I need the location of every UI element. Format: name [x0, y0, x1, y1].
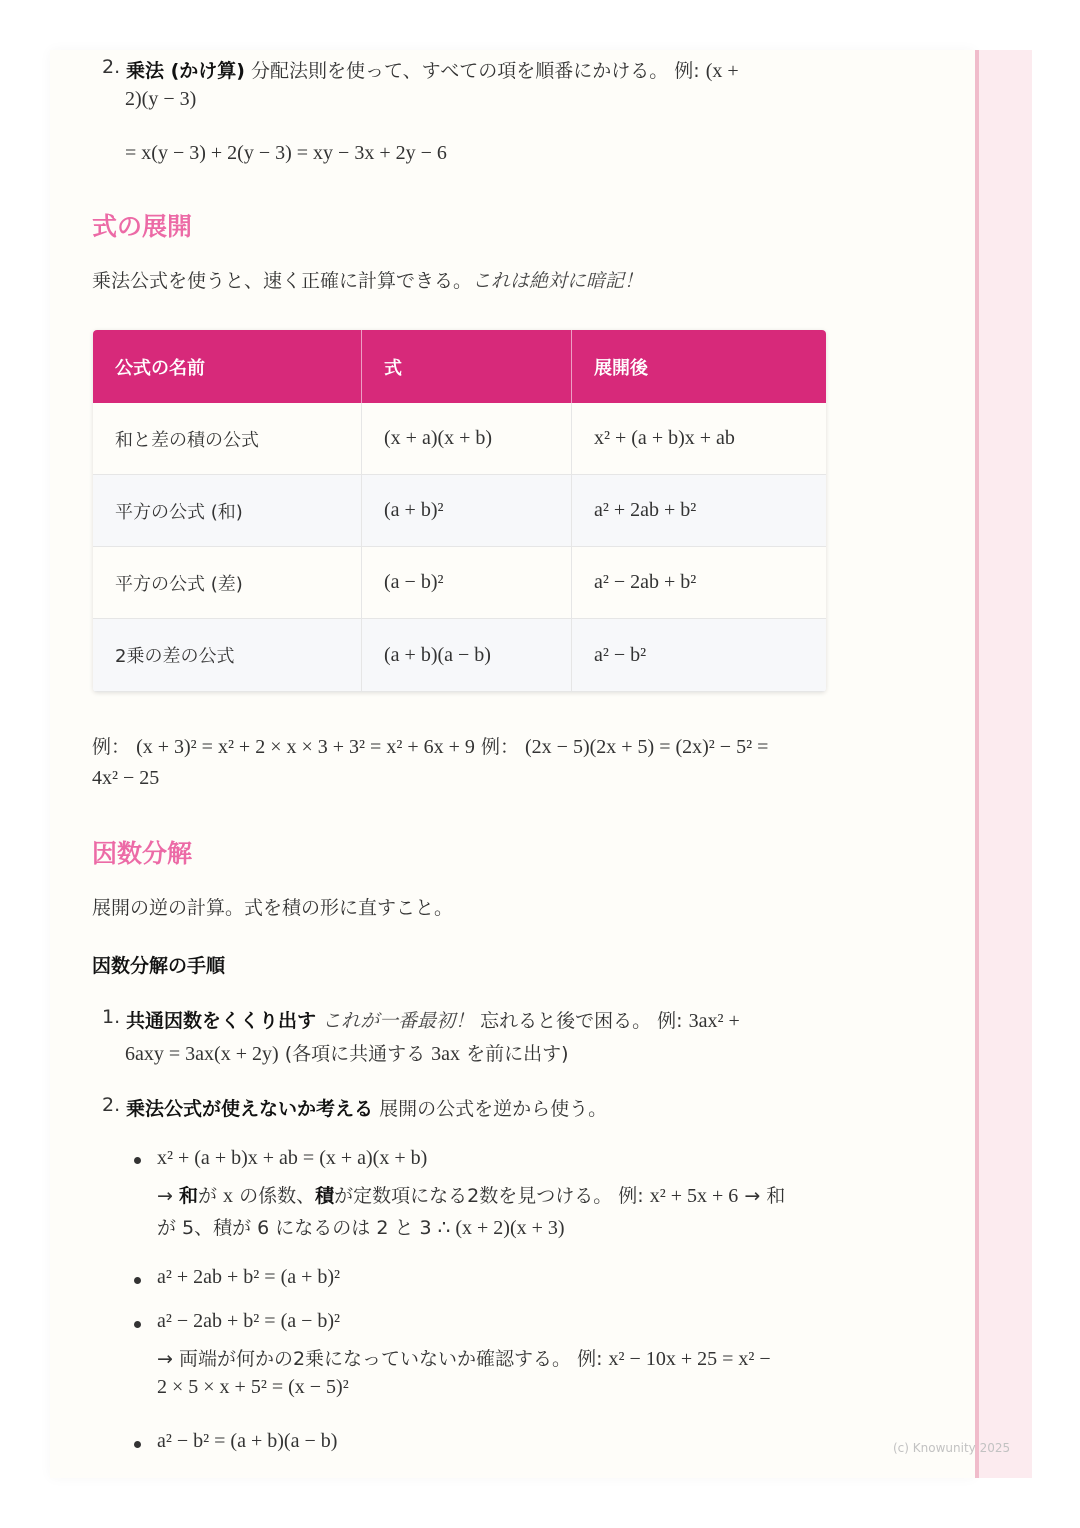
- note-text: → 和: [744, 1185, 786, 1207]
- table-row: [93, 547, 826, 619]
- step2-top-line1: [126, 56, 739, 83]
- table-header-cell: 公式の名前: [93, 330, 362, 403]
- note-text: の係数、: [239, 1185, 316, 1207]
- bullet-dot: [134, 1157, 141, 1164]
- math-inline: x² − 10x + 25 = x² −: [608, 1348, 771, 1370]
- step-text: (各項に共通する: [284, 1043, 426, 1065]
- step1-line1: [126, 1006, 740, 1033]
- side-stripe: [975, 50, 1032, 1478]
- table-cell-math: a² + 2ab + b²: [572, 475, 826, 547]
- math-inline: 2)(y − 3): [125, 88, 197, 110]
- step-text: 展開の公式を逆から使う。: [379, 1098, 608, 1120]
- table-cell-math: a² − 2ab + b²: [572, 547, 826, 619]
- bullet-formula: x² + (a + b)x + ab = (x + a)(x + b): [157, 1147, 428, 1169]
- section-heading-expansion: 式の展開: [92, 212, 193, 241]
- table-cell: 平方の公式 (差): [93, 547, 362, 619]
- table-cell-math: a² − b²: [572, 619, 826, 692]
- bullet-formula: a² − 2ab + b² = (a − b)²: [157, 1310, 341, 1332]
- math-inline: 2 × 5 × x + 5² = (x − 5)²: [157, 1376, 349, 1398]
- math-inline: x: [223, 1185, 234, 1207]
- bullet-dot: [134, 1321, 141, 1328]
- step2-line1: [126, 1094, 607, 1121]
- bold-term: 積: [315, 1185, 335, 1207]
- intro-text: 乗法公式を使うと、速く正確に計算できる。: [92, 270, 473, 292]
- table-header-row: [93, 330, 826, 403]
- math-block: = x(y − 3) + 2(y − 3) = xy − 3x + 2y − 6: [125, 142, 447, 164]
- steps-heading: 因数分解の手順: [92, 955, 226, 977]
- note-text: が定数項になる2数を見つける。 例:: [334, 1185, 644, 1207]
- arrow: →: [157, 1185, 173, 1207]
- step-text: 忘れると後で困る。 例:: [480, 1010, 683, 1032]
- note-text: が 5、積が 6 になるのは 2 と 3: [157, 1217, 432, 1239]
- math-inline: (x +: [705, 60, 739, 82]
- formula-table: [93, 330, 826, 692]
- step-emphasis: これが一番最初！: [322, 1010, 475, 1032]
- example-label: 例：: [480, 736, 519, 758]
- table-header-cell: 展開後: [594, 357, 648, 379]
- bullet-formula: a² + 2ab + b² = (a + b)²: [157, 1266, 341, 1288]
- bullet-note: [157, 1181, 785, 1208]
- math-inline: (x + 3)² = x² + 2 × x × 3 + 3² = x² + 6x + 9: [136, 736, 475, 758]
- list-number: 2.: [102, 1094, 121, 1116]
- bullet-dot: [134, 1277, 141, 1284]
- note-text: → 両端が何かの2乗になっていないか確認する。 例:: [157, 1348, 603, 1370]
- table-cell-math: (a + b)²: [362, 475, 572, 547]
- step-text: を前に出す): [466, 1043, 569, 1065]
- math-inline: 4x² − 25: [92, 767, 160, 789]
- step-title: 乗法公式が使えないか考える: [126, 1098, 374, 1120]
- math-inline: 3ax: [431, 1043, 461, 1065]
- step-text: 分配法則を使って、すべての項を順番にかける。 例:: [251, 60, 700, 82]
- step-title: 共通因数をくくり出す: [126, 1010, 317, 1032]
- step-title: 乗法 (かけ算): [126, 60, 245, 82]
- table-row: [93, 403, 826, 475]
- note-text: が: [197, 1185, 217, 1207]
- table-cell: 2乗の差の公式: [93, 619, 362, 692]
- math-inline: 6axy = 3ax(x + 2y): [125, 1043, 279, 1065]
- section-heading-factorization: 因数分解: [92, 839, 193, 868]
- list-number: 2.: [102, 56, 121, 78]
- table-cell-math: (x + a)(x + b): [362, 403, 572, 475]
- math-inline: ∴ (x + 2)(x + 3): [437, 1217, 565, 1239]
- factorization-intro: 展開の逆の計算。式を積の形に直すこと。: [92, 897, 454, 919]
- bullet-note: [157, 1344, 771, 1371]
- table-cell-math: (a + b)(a − b): [362, 619, 572, 692]
- table-cell-math: x² + (a + b)x + ab: [572, 403, 826, 475]
- list-number: 1.: [102, 1006, 121, 1028]
- math-inline: 3ax² +: [688, 1010, 740, 1032]
- intro-emphasis: これは絶対に暗記！: [472, 270, 644, 292]
- example-label: 例：: [92, 736, 131, 758]
- math-inline: x² + 5x + 6: [649, 1185, 739, 1207]
- table-cell: 和と差の積の公式: [93, 403, 362, 475]
- math-inline: (2x − 5)(2x + 5) = (2x)² − 5² =: [525, 736, 769, 758]
- table-row: [93, 619, 826, 692]
- document-page: [50, 50, 975, 1478]
- table-row: [93, 475, 826, 547]
- bold-term: 和: [178, 1185, 198, 1207]
- table-cell-math: (a − b)²: [362, 547, 572, 619]
- table-header-cell: 式: [362, 330, 572, 403]
- expansion-examples: [92, 732, 768, 759]
- step1-line2: [125, 1039, 569, 1066]
- bullet-formula: a² − b² = (a + b)(a − b): [157, 1430, 338, 1452]
- bullet-dot: [134, 1441, 141, 1448]
- expansion-intro: [92, 266, 643, 293]
- copyright-footer: (c) Knowunity 2025: [893, 1441, 1011, 1455]
- table-cell: 平方の公式 (和): [93, 475, 362, 547]
- bullet-note-line2: [157, 1213, 565, 1240]
